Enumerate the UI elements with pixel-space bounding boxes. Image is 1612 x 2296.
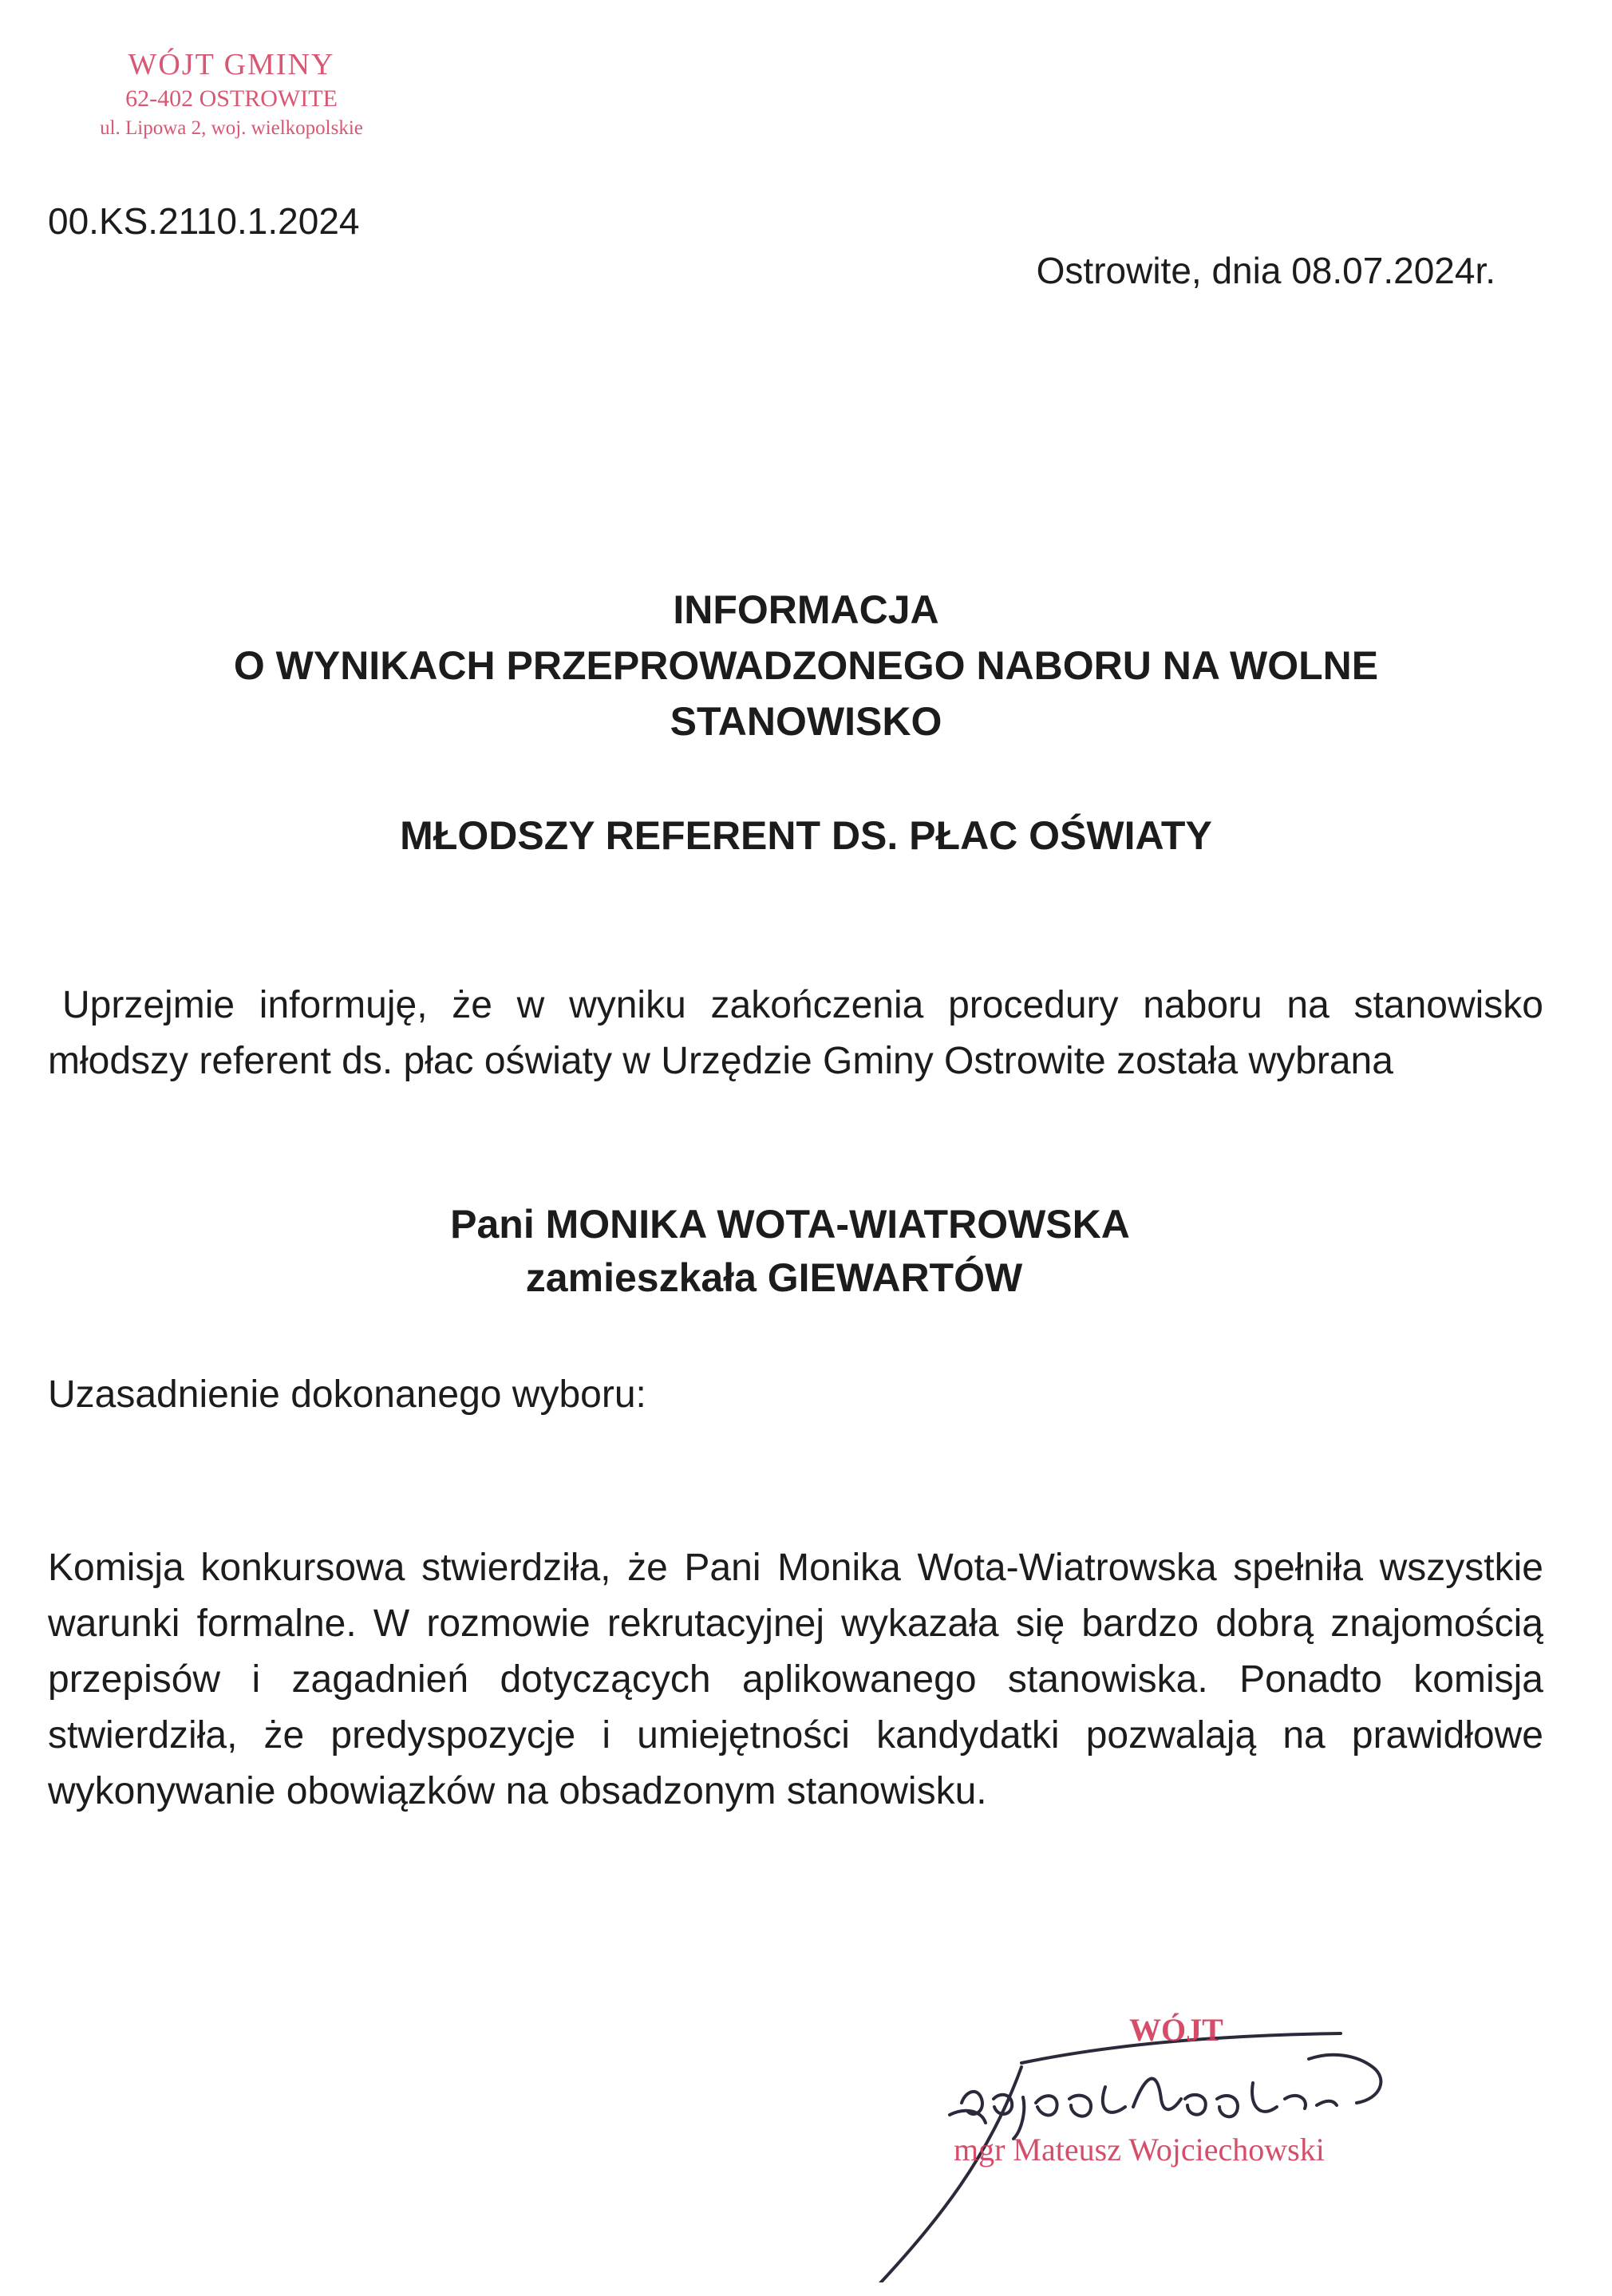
office-stamp: [48, 46, 415, 142]
justification-paragraph: Komisja konkursowa stwierdziła, że Pani Monika Wota-Wiatrowska spełniła wszystkie warunki formalne. W rozmowie rekrutacyjnej wykazała się bardzo dobrą znajomością przepisów i zagadnień dotyczących aplikowanego stanowiska. Ponadto komisja stwierdziła, że predyspozycje i umiejętności kandydatki pozwalają na prawidłowe wykonywanie obowiązków na obsadzonym stanowisku.: [48, 1547, 1543, 1812]
document-title: INFORMACJA: [673, 587, 939, 632]
reference-number: 00.KS.2110.1.2024: [48, 200, 360, 242]
stamp-postal-code: 62-402 OSTROWITE: [125, 85, 338, 112]
intro-paragraph: Uprzejmie informuję, że w wyniku zakończenia procedury naboru na stanowisko młodszy referent ds. płac oświaty w Urzędzie Gminy Ostrowite została wybrana: [48, 984, 1543, 1082]
selected-candidate-name: Pani MONIKA WOTA-WIATROWSKA: [450, 1202, 1130, 1247]
signature-stamp-name: mgr Mateusz Wojciechowski: [954, 2132, 1325, 2168]
document-subtitle-line2: STANOWISKO: [670, 699, 942, 744]
selected-candidate-residence: zamieszkała GIEWARTÓW: [525, 1255, 1023, 1300]
signature-block: [782, 1979, 1532, 2282]
place-date: Ostrowite, dnia 08.07.2024r.: [1036, 250, 1495, 291]
stamp-title: WÓJT GMINY: [128, 48, 335, 81]
position-title: MŁODSZY REFERENT DS. PŁAC OŚWIATY: [400, 813, 1212, 858]
signature-stamp-title: WÓJT: [1129, 2012, 1223, 2048]
stamp-address: ul. Lipowa 2, woj. wielkopolskie: [100, 117, 363, 139]
justification-label: Uzasadnienie dokonanego wyboru:: [48, 1373, 646, 1416]
document-subtitle-line1: O WYNIKACH PRZEPROWADZONEGO NABORU NA WOLNE: [233, 643, 1379, 688]
